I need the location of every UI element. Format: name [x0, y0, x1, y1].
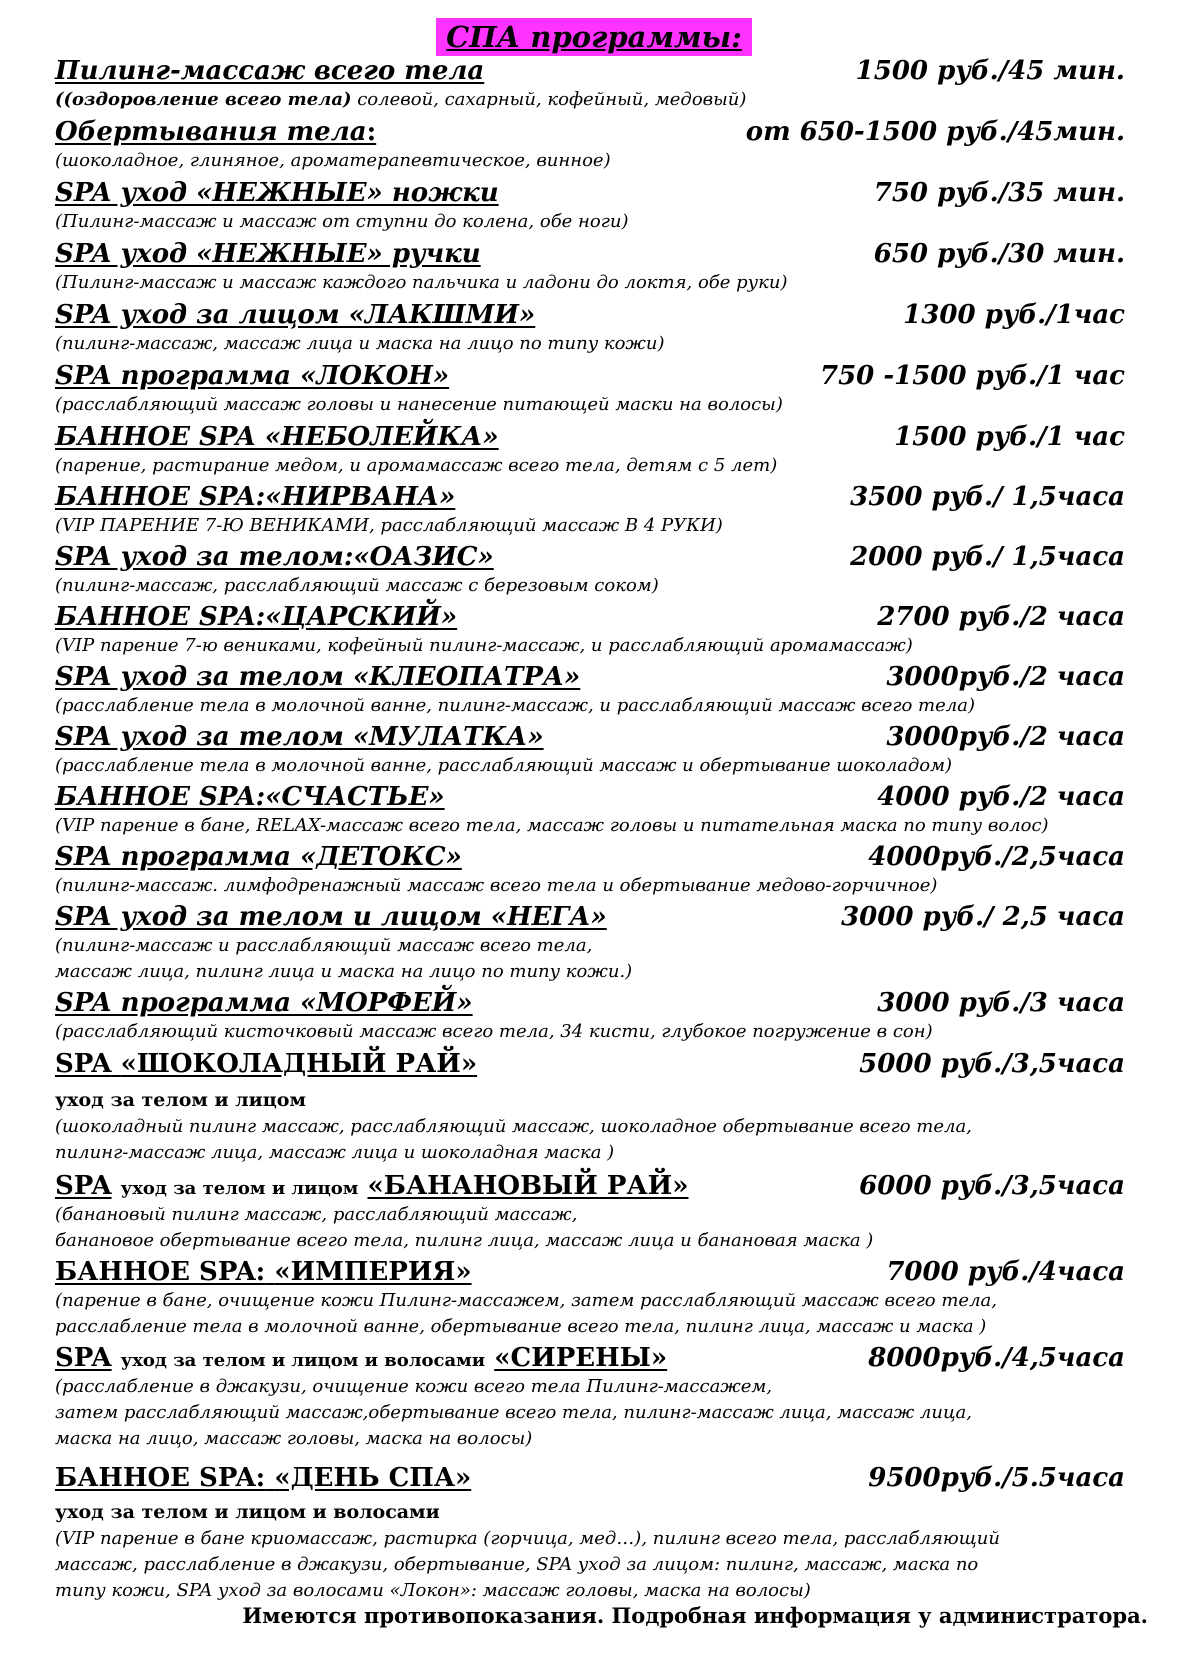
- program-price: 5000 руб./3,5часа: [859, 1049, 1125, 1079]
- program-name: SPA уход за телом и лицом «НЕГА»: [55, 902, 607, 932]
- program-price: 7000 руб./4часа: [886, 1257, 1125, 1287]
- program-description: (шоколадный пилинг массаж, расслабляющий массаж, шоколадное обертывание всего тела,: [55, 1116, 972, 1137]
- program-price: 4000руб./2,5часа: [868, 842, 1125, 872]
- program-price: 8000руб./4,5часа: [868, 1343, 1125, 1373]
- program-price: 1300 руб./1час: [903, 300, 1125, 330]
- program-description: (пилинг-массаж и расслабляющий массаж всего тела,: [55, 935, 593, 956]
- program-description: массаж лица, пилинг лица и маска на лицо по типу кожи.): [55, 961, 633, 982]
- program-name: SPA программа «ДЕТОКС»: [55, 842, 462, 872]
- program-item: [55, 361, 1145, 418]
- program-item: [55, 1171, 1145, 1254]
- program-price: от 650-1500 руб./45мин.: [745, 117, 1125, 147]
- program-price: 3000 руб./3 часа: [877, 988, 1125, 1018]
- program-item: [55, 300, 1145, 357]
- program-description: маска на лицо, массаж головы, маска на волосы): [55, 1428, 533, 1449]
- program-description: ((оздоровление всего тела) солевой, сахарный, кофейный, медовый): [55, 89, 747, 110]
- program-price: 1500 руб./1 час: [894, 422, 1125, 452]
- program-name: SPA программа «МОРФЕЙ»: [55, 988, 473, 1018]
- program-item: [55, 239, 1145, 296]
- program-name: Обертывания тела:: [55, 117, 377, 147]
- program-name: SPA уход за лицом «ЛАКШМИ»: [55, 300, 536, 330]
- program-description: (пилинг-массаж, массаж лица и маска на лицо по типу кожи): [55, 333, 665, 354]
- program-price: 3000руб./2 часа: [886, 662, 1125, 692]
- program-price: 650 руб./30 мин.: [873, 239, 1125, 269]
- program-item: [55, 422, 1145, 479]
- program-description: (VIP парение 7-ю вениками, кофейный пилинг-массаж, и расслабляющий аромамассаж): [55, 635, 913, 656]
- program-name: SPA уход за телом и лицом и волосами «СИРЕНЫ»: [55, 1343, 668, 1373]
- program-description: массаж, расслабление в джакузи, обертывание, SPA уход за лицом: пилинг, массаж, маска по: [55, 1554, 979, 1575]
- program-description: типу кожи, SPA уход за волосами «Локон»: массаж головы, маска на волосы): [55, 1580, 811, 1601]
- program-price: 1500 руб./45 мин.: [855, 56, 1125, 86]
- program-name: БАННОЕ SPA:«ЦАРСКИЙ»: [55, 602, 458, 632]
- program-description: (парение, растирание медом, и аромамассаж всего тела, детям с 5 лет): [55, 455, 778, 476]
- program-name: SPA уход за телом «КЛЕОПАТРА»: [55, 662, 581, 692]
- program-item: [55, 662, 1145, 719]
- program-description: расслабление тела в молочной ванне, обертывание всего тела, пилинг лица, массаж и маска ): [55, 1316, 987, 1337]
- program-name: БАННОЕ SPA:«СЧАСТЬЕ»: [55, 782, 445, 812]
- program-item: [55, 178, 1145, 235]
- program-price: 3500 руб./ 1,5часа: [850, 482, 1125, 512]
- program-item: [55, 782, 1145, 839]
- footer-note: Имеются противопоказания. Подробная информация у администратора.: [242, 1603, 1148, 1628]
- program-price: 2000 руб./ 1,5часа: [850, 542, 1125, 572]
- page-title: СПА программы:: [436, 18, 752, 56]
- program-name: SPA уход за телом и лицом «БАНАНОВЫЙ РАЙ»: [55, 1171, 689, 1201]
- program-item: [55, 842, 1145, 899]
- program-price: 6000 руб./3,5часа: [859, 1171, 1125, 1201]
- program-subtitle: уход за телом и лицом и волосами: [55, 1501, 440, 1523]
- program-description: (пилинг-массаж. лимфодренажный массаж всего тела и обертывание медово-горчичное): [55, 875, 938, 896]
- program-description: (расслабляющий массаж головы и нанесение питающей маски на волосы): [55, 394, 783, 415]
- program-item: [55, 722, 1145, 779]
- program-subtitle: уход за телом и лицом: [55, 1089, 306, 1111]
- program-description: (VIP ПАРЕНИЕ 7-Ю ВЕНИКАМИ, расслабляющий массаж В 4 РУКИ): [55, 515, 723, 536]
- program-description: затем расслабляющий массаж,обертывание всего тела, пилинг-массаж лица, массаж лица,: [55, 1402, 972, 1423]
- program-name: SPA программа «ЛОКОН»: [55, 361, 450, 391]
- program-item: [55, 1463, 1145, 1604]
- program-name: БАННОЕ SPA: «ИМПЕРИЯ»: [55, 1257, 472, 1287]
- program-name: SPA уход «НЕЖНЫЕ» ручки: [55, 239, 481, 269]
- program-price: 3000 руб./ 2,5 часа: [841, 902, 1125, 932]
- program-price: 2700 руб./2 часа: [877, 602, 1125, 632]
- program-description: (расслабление тела в молочной ванне, расслабляющий массаж и обертывание шоколадом): [55, 755, 953, 776]
- program-price: 750 -1500 руб./1 час: [820, 361, 1125, 391]
- program-description: (расслабление тела в молочной ванне, пилинг-массаж, и расслабляющий массаж всего тела): [55, 695, 975, 716]
- program-name: Пилинг-массаж всего тела: [55, 56, 485, 86]
- program-description: банановое обертывание всего тела, пилинг лица, массаж лица и банановая маска ): [55, 1230, 874, 1251]
- program-description: (банановый пилинг массаж, расслабляющий массаж,: [55, 1204, 578, 1225]
- program-name: БАННОЕ SPA:«НИРВАНА»: [55, 482, 456, 512]
- program-price: 3000руб./2 часа: [886, 722, 1125, 752]
- program-description: (Пилинг-массаж и массаж от ступни до колена, обе ноги): [55, 211, 629, 232]
- program-item: [55, 1049, 1145, 1166]
- program-item: [55, 1257, 1145, 1340]
- program-item: [55, 988, 1145, 1045]
- program-name: SPA уход за телом «МУЛАТКА»: [55, 722, 544, 752]
- program-item: [55, 117, 1145, 174]
- program-item: [55, 56, 1145, 113]
- program-name: БАННОЕ SPA «НЕБОЛЕЙКА»: [55, 422, 499, 452]
- program-price: 4000 руб./2 часа: [877, 782, 1125, 812]
- program-name: SPA уход за телом:«ОАЗИС»: [55, 542, 494, 572]
- program-price: 9500руб./5.5часа: [868, 1463, 1125, 1493]
- program-item: [55, 602, 1145, 659]
- program-item: [55, 482, 1145, 539]
- program-description: (Пилинг-массаж и массаж каждого пальчика и ладони до локтя, обе руки): [55, 272, 788, 293]
- program-price: 750 руб./35 мин.: [873, 178, 1125, 208]
- program-description: (VIP парение в бане криомассаж, растирка (горчица, мед…), пилинг всего тела, расслабляющий: [55, 1528, 1000, 1549]
- program-description: (шоколадное, глиняное, ароматерапевтическое, винное): [55, 150, 611, 171]
- program-item: [55, 542, 1145, 599]
- program-name: SPA уход «НЕЖНЫЕ» ножки: [55, 178, 499, 208]
- program-description: (расслабление в джакузи, очищение кожи всего тела Пилинг-массажем,: [55, 1376, 773, 1397]
- program-name: SPA «ШОКОЛАДНЫЙ РАЙ»: [55, 1049, 478, 1079]
- program-description: (расслабляющий кисточковый массаж всего тела, 34 кисти, глубокое погружение в сон): [55, 1021, 933, 1042]
- program-item: [55, 902, 1145, 985]
- program-description: пилинг-массаж лица, массаж лица и шоколадная маска ): [55, 1142, 615, 1163]
- program-name: БАННОЕ SPA: «ДЕНЬ СПА»: [55, 1463, 472, 1493]
- program-description: (парение в бане, очищение кожи Пилинг-массажем, затем расслабляющий массаж всего тела,: [55, 1290, 997, 1311]
- program-description: (VIP парение в бане, RELAX-массаж всего тела, массаж головы и питательная маска по типу волос): [55, 815, 1049, 836]
- program-item: [55, 1343, 1145, 1452]
- program-description: (пилинг-массаж, расслабляющий массаж с березовым соком): [55, 575, 659, 596]
